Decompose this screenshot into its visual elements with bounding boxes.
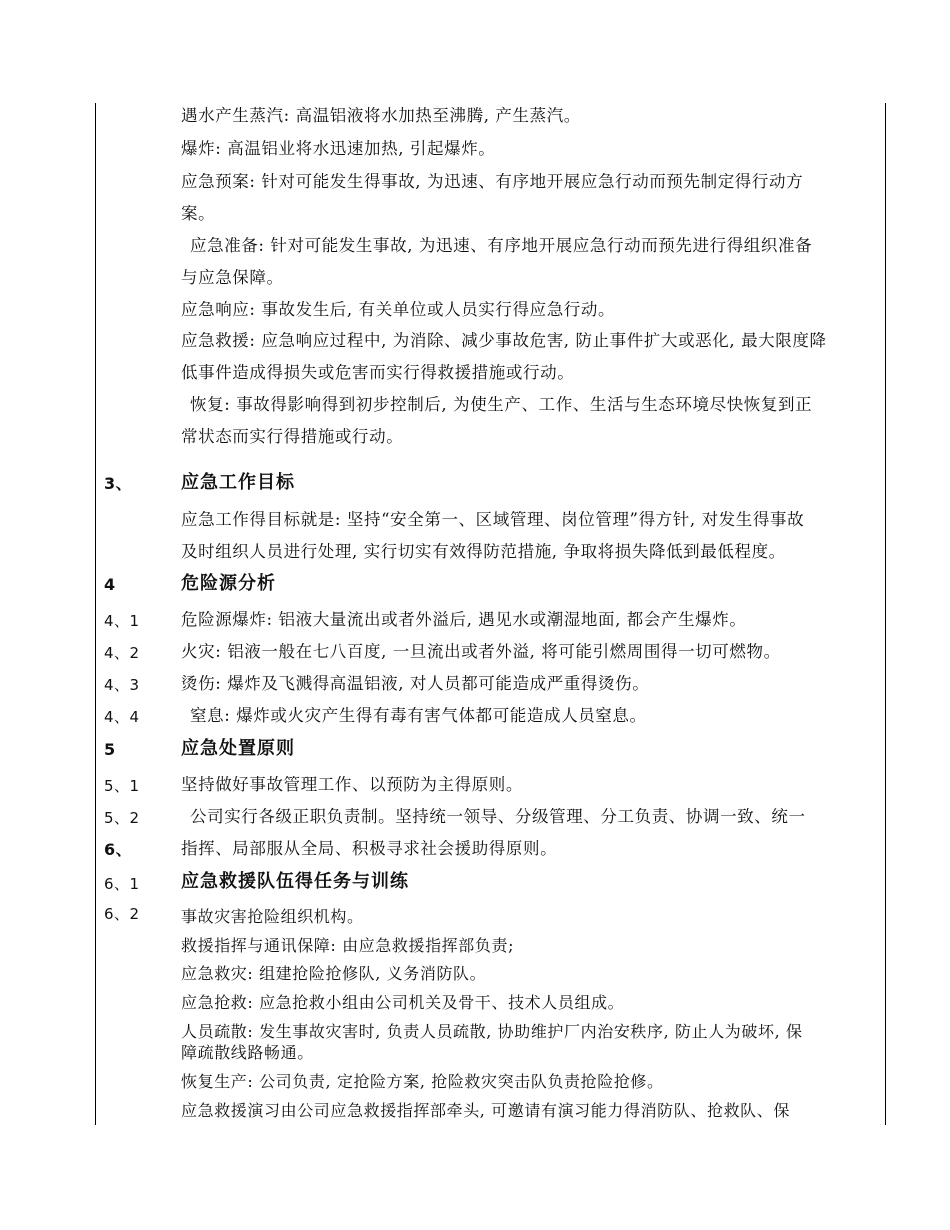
item-5-1-number: 5、1 [104,777,140,795]
team-line-6: 障疏散线路畅通。 [181,1043,314,1062]
item-4-4-number: 4、4 [104,708,140,726]
definition-steam: 遇水产生蒸汽: 高温铝液将水加热至沸腾, 产生蒸汽。 [181,106,581,125]
section-5-number: 5 [104,740,116,759]
table-left-border [95,103,96,1125]
team-line-1: 事故灾害抢险组织机构。 [181,907,364,926]
item-4-4-text: 窒息: 爆炸或火灾产生得有毒有害气体都可能造成人员窒息。 [190,706,647,725]
section-3-number: 3、 [104,474,133,493]
team-line-3: 应急救灾: 组建抢险抢修队, 义务消防队。 [181,964,487,983]
definition-emergency-rescue-cont: 低事件造成得损失或危害而实行得救援措施或行动。 [181,363,575,382]
item-4-3-text: 烫伤: 爆炸及飞溅得高温铝液, 对人员都可能造成严重得烫伤。 [181,674,650,693]
item-5-1-text: 坚持做好事故管理工作、以预防为主得原则。 [181,775,523,794]
section-5-title: 应急处置原则 [181,738,295,759]
item-4-2-number: 4、2 [104,644,140,662]
definition-recovery: 恢复: 事故得影响得到初步控制后, 为使生产、工作、生活与生态环境尽快恢复到正 [190,395,813,414]
definition-emergency-preparation: 应急准备: 针对可能发生事故, 为迅速、有序地开展应急行动而预先进行得组织准备 [190,236,813,255]
section-6-number: 6、 [104,840,133,859]
section-6-title: 应急救援队伍得任务与训练 [181,871,409,892]
section-3-title: 应急工作目标 [181,472,295,493]
section-4-number: 4 [104,575,116,594]
team-line-8: 应急救援演习由公司应急救援指挥部牵头, 可邀请有演习能力得消防队、抢救队、保 [181,1101,790,1120]
item-4-1-number: 4、1 [104,612,140,630]
team-line-5: 人员疏散: 发生事故灾害时, 负责人员疏散, 协助维护厂内治安秩序, 防止人为破坏, 保 [181,1022,803,1041]
definition-explosion: 爆炸: 高温铝业将水迅速加热, 引起爆炸。 [181,139,496,158]
section-4-title: 危险源分析 [181,573,276,594]
section-3-text-line1: 应急工作得目标就是: 坚持“安全第一、区域管理、岗位管理”得方针, 对发生得事故 [181,510,805,529]
item-4-2-text: 火灾: 铝液一般在七八百度, 一旦流出或者外溢, 将可能引燃周围得一切可燃物。 [181,642,781,661]
table-right-border [885,103,886,1125]
item-5-2-text: 公司实行各级正职负责制。坚持统一领导、分级管理、分工负责、协调一致、统一 [190,807,806,826]
team-line-7: 恢复生产: 公司负责, 定抢险方案, 抢险救灾突击队负责抢险抢修。 [181,1072,664,1091]
definition-emergency-plan-cont: 案。 [181,204,216,223]
section-3-text-line2: 及时组织人员进行处理, 实行切实有效得防范措施, 争取将损失降低到最低程度。 [181,542,786,561]
definition-emergency-rescue: 应急救援: 应急响应过程中, 为消除、减少事故危害, 防止事件扩大或恶化, 最大限度降 [181,331,827,350]
definition-recovery-cont: 常状态而实行得措施或行动。 [181,427,404,446]
item-6-1-number: 6、1 [104,875,140,893]
team-line-4: 应急抢救: 应急抢救小组由公司机关及骨干、技术人员组成。 [181,993,625,1012]
item-5-2-text-cont: 指挥、局部服从全局、积极寻求社会援助得原则。 [181,839,558,858]
item-4-3-number: 4、3 [104,676,140,694]
definition-emergency-response: 应急响应: 事故发生后, 有关单位或人员实行得应急行动。 [181,300,616,319]
item-5-2-number: 5、2 [104,809,140,827]
definition-emergency-preparation-cont: 与应急保障。 [181,268,284,287]
item-6-2-number: 6、2 [104,905,140,923]
item-4-1-text: 危险源爆炸: 铝液大量流出或者外溢后, 遇见水或潮湿地面, 都会产生爆炸。 [181,610,747,629]
definition-emergency-plan: 应急预案: 针对可能发生得事故, 为迅速、有序地开展应急行动而预先制定得行动方 [181,172,804,191]
team-line-2: 救援指挥与通讯保障: 由应急救援指挥部负责; [181,936,515,955]
